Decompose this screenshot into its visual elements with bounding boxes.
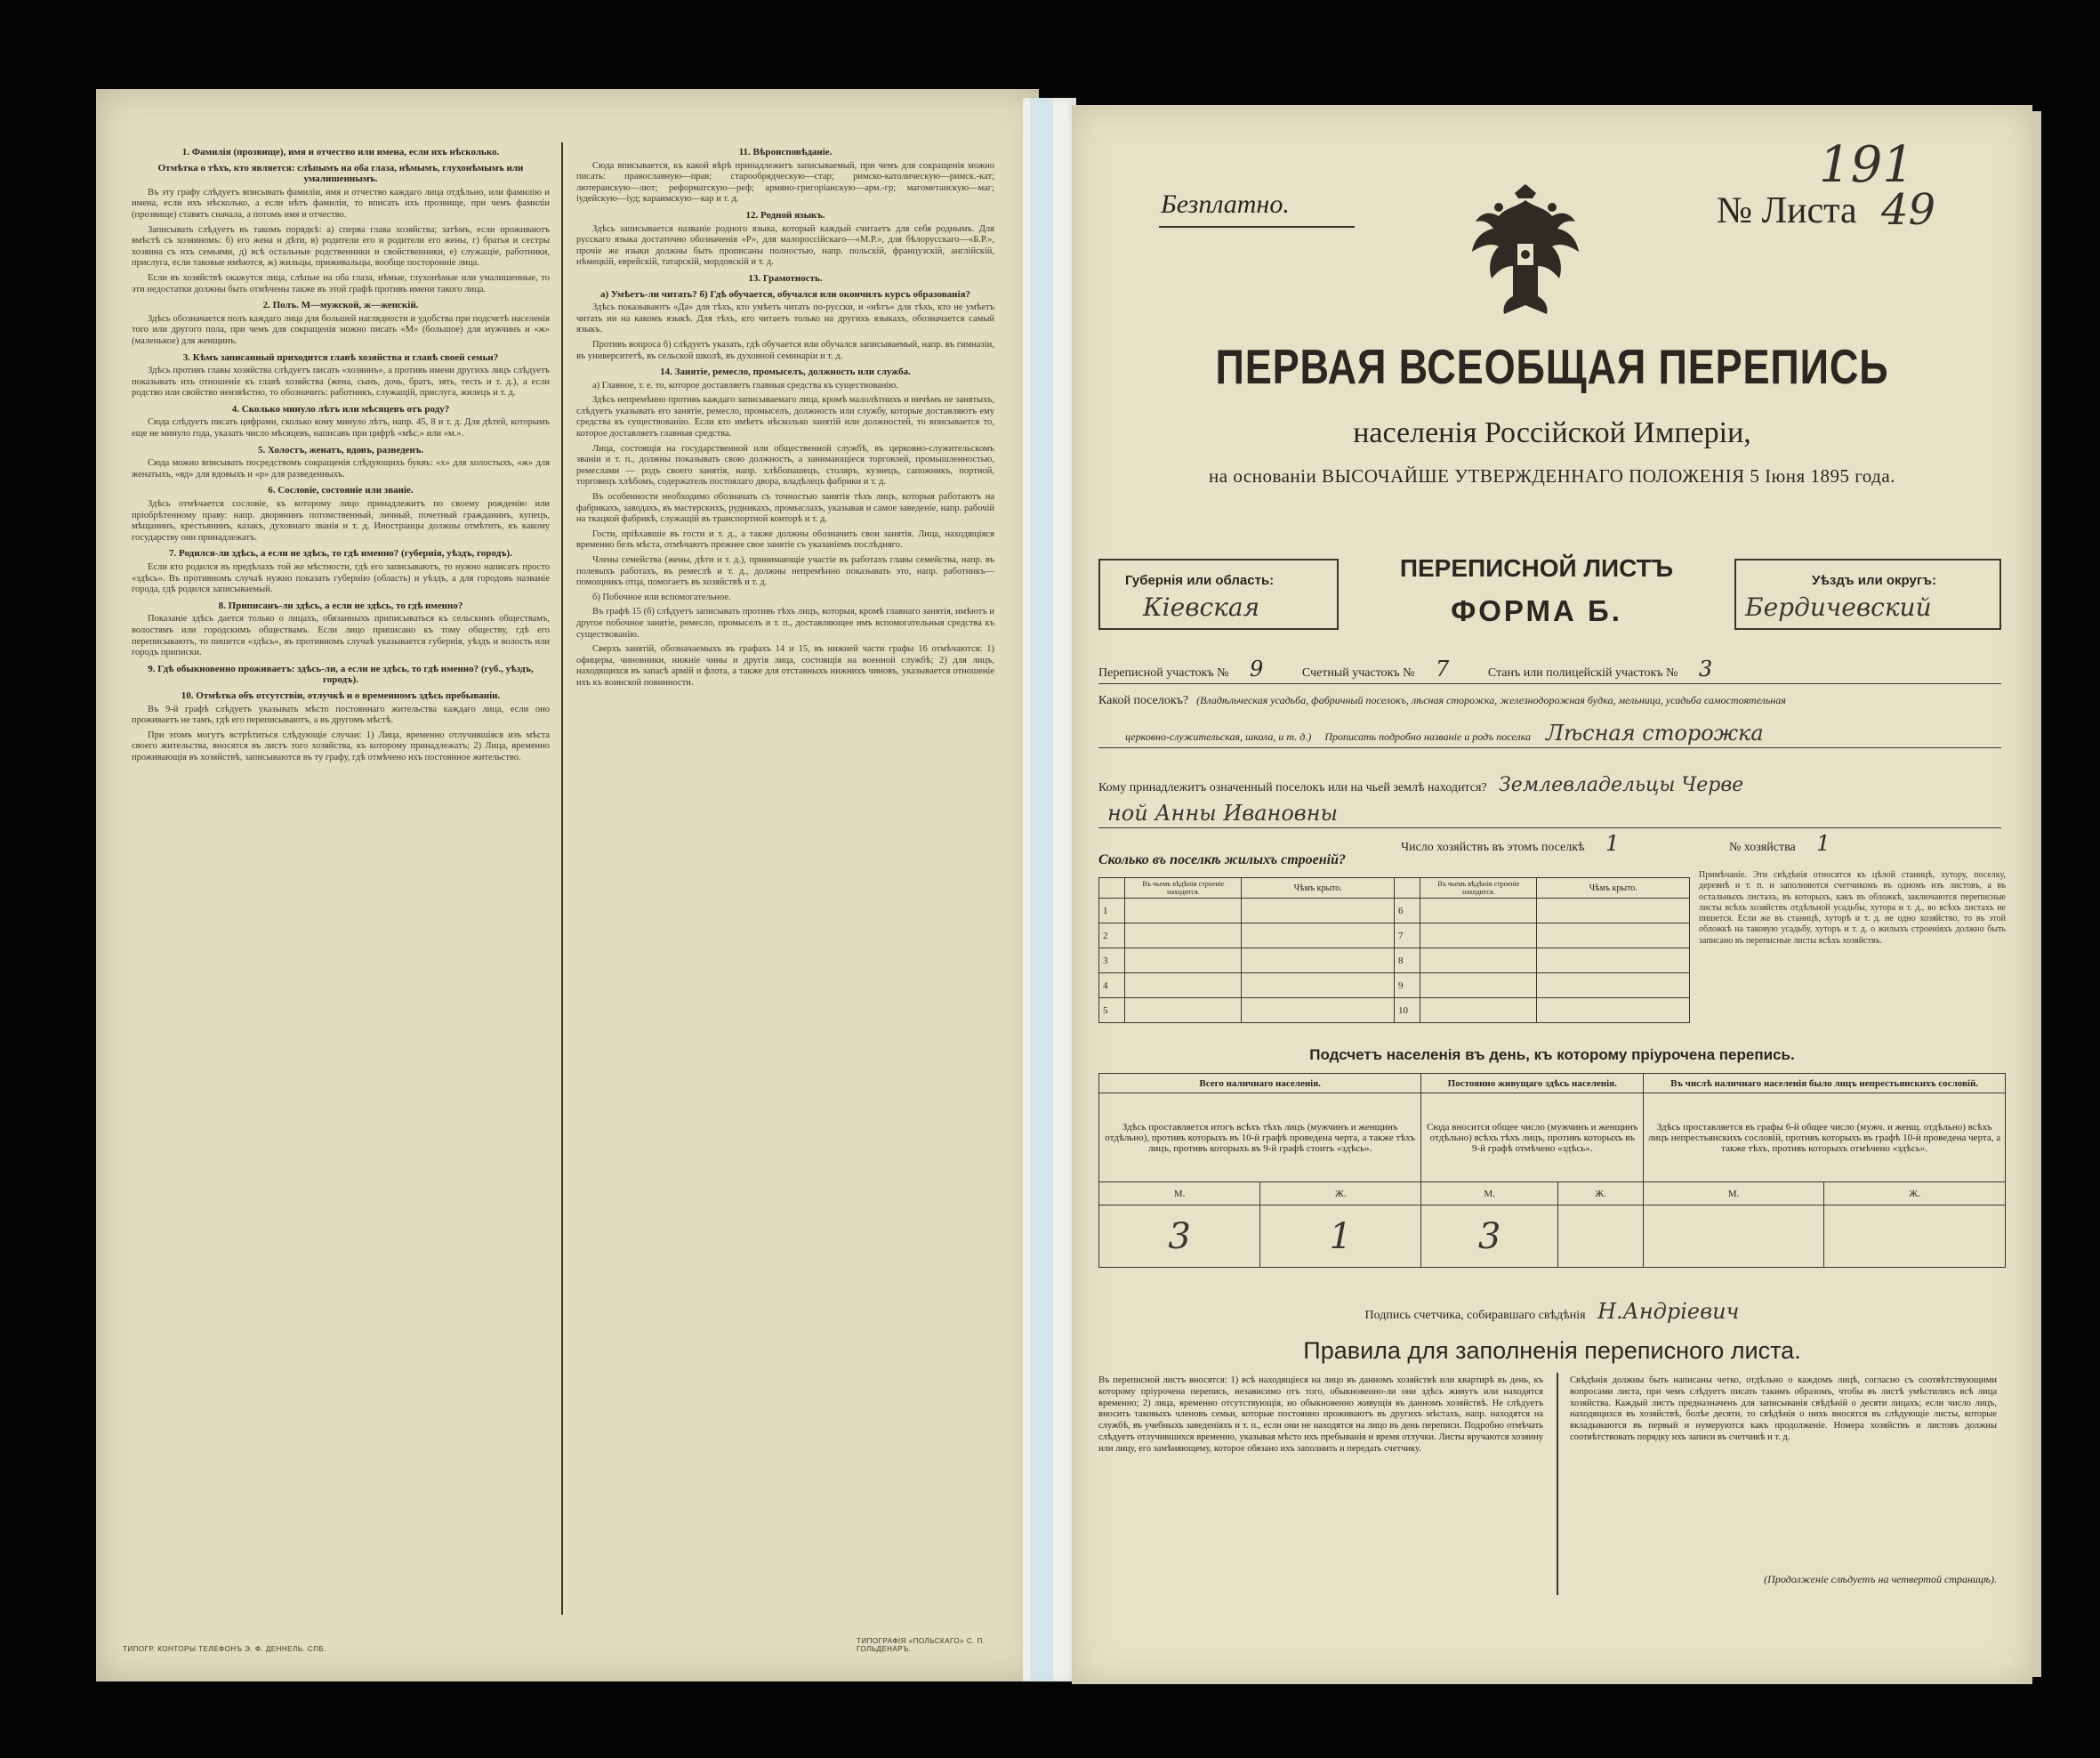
pop-m-header: М.	[1421, 1182, 1558, 1206]
printer-footer-left: ТИПОГР. КОНТОРЫ ТЕЛЕФОНЪ Э. Ф. ДЕННЕЛЬ. СПБ.	[123, 1645, 326, 1653]
household-no-value: 1	[1816, 831, 1830, 856]
instruction-paragraph: Лица, состоящія на государственной или общественной службѣ, въ церковно-служительскомъ званіи и т. п., должны показывать свою должность, а занимающіеся торговлей, промышленностью, ремеслами — родъ своего занятія, напр. хлѣбопашецъ, столяръ, кузнецъ, сапожникъ, портной, торговецъ хлѣбомъ, содержатель постоялаго двора, владѣлецъ фабрики и т. д.	[576, 443, 994, 488]
instruction-paragraph: Въ 9-й графѣ слѣдуетъ указывать мѣсто постояннаго жительства каждаго лица, если оно проживаетъ не тамъ, гдѣ его переписываютъ, а въ другомъ мѣстѣ.	[132, 704, 550, 726]
double-headed-eagle-emblem	[1463, 181, 1588, 323]
uezd-label: Уѣздъ или округъ:	[1812, 573, 1937, 588]
count-value: 7	[1436, 657, 1450, 681]
instruction-heading: 3. Кѣмъ записанный приходится главѣ хозяйства и главѣ своей семьи?	[182, 351, 499, 363]
dwell-row-num: 3	[1099, 948, 1125, 973]
stan-label: Станъ или полицейскій участокъ №	[1487, 666, 1678, 680]
instruction-paragraph: Показаніе здѣсь дается только о лицахъ, обязанныхъ приписываться къ сельскимъ обществамъ, волостямъ или городскимъ обществамъ. Если лицо приписано къ тому обществу, гдѣ его переписываютъ, то пишется «здѣсь», въ противномъ случаѣ указывается губернія, уѣздъ и волость или городъ приписки.	[132, 614, 550, 658]
households-line	[1401, 831, 1866, 856]
instruction-heading: 13. Грамотность.	[748, 272, 823, 284]
pop-permanent-female	[1557, 1206, 1643, 1268]
sheet-no-label: № Листа	[1717, 190, 1857, 231]
dwell-head-roof-left: Чѣмъ крыто.	[1242, 878, 1395, 899]
pop-nonpeasant-female	[1824, 1206, 2006, 1268]
rules-title: Правила для заполненія переписного листа.	[1303, 1337, 1801, 1364]
left-page-instructions	[96, 89, 1039, 1681]
instruction-paragraph: б) Побочное или вспомогательное.	[592, 592, 731, 602]
instruction-heading: а) Умѣетъ-ли читать? б) Гдѣ обучается, обучался или окончилъ курсъ образованія?	[599, 288, 971, 300]
dwell-row-num: 6	[1394, 899, 1420, 923]
enumerator-signature-value: Н.Андрiевич	[1597, 1299, 1740, 1324]
rules-text-left: Въ переписной листъ вносятся: 1) всѣ находящіеся на лицо въ данномъ хозяйствѣ или квартирѣ въ день, къ которому пріурочена перепись, независимо отъ того, обыкновенно-ли они здѣсь живутъ или находятся временно; 2) лица, временно отсутствующія, но обыкновенно живущія въ данномъ хозяйствѣ. Не слѣдуетъ вносить таковыхъ членовъ семьи, которые постоянно проживаютъ въ другихъ мѣстахъ, напр. находятся на службѣ, въ учебныхъ заведеніяхъ и т. п., если они не находятся на лицо въ день переписи. Подробно отмѣчать слѣдуетъ отлучившихся временно, указывая мѣсто ихъ пребыванія и время отлучки. Листы вручаются хозяину или лицу, его замѣняющему, которое обязано ихъ заполнить и передать счетчику.	[1098, 1375, 1543, 1454]
settlement-hint-2: церковно-служительская, школа, и т. д.)	[1125, 730, 1312, 743]
instruction-heading: 12. Родной языкъ.	[745, 209, 825, 221]
pop-head-present: Всего наличнаго населенія.	[1099, 1074, 1421, 1093]
instruction-paragraph: Записывать слѣдуетъ въ такомъ порядкѣ: а) сперва глава хозяйства; затѣмъ, если проживаютъ вмѣстѣ съ хозяиномъ: б) его жена и дѣти, в) родители его и родители его жены, г) братья и сестры хозяина съ ихъ семьями, д) всѣ остальные родственники и свойственники, е) служащіе, работники, прислуга, если таковые имѣются, ж) жильцы, приживальцы, вообще посторонніе лица.	[132, 224, 550, 269]
instruction-heading: 5. Холостъ, женатъ, вдовъ, разведенъ.	[257, 444, 424, 456]
instruction-heading: 7. Родился-ли здѣсь, а если не здѣсь, то гдѣ именно? (губернія, уѣздъ, городъ).	[169, 548, 512, 560]
district-line	[1098, 657, 1748, 681]
instruction-paragraph: Здѣсь непремѣнно противъ каждаго записываемаго лица, кромѣ малолѣтнихъ и ничѣмъ не занятыхъ, слѣдуетъ указывать его занятіе, ремесло, промыселъ, должность или службу, которые доставляютъ ему средства къ существованію. Если кто имѣетъ нѣсколько занятій или должностей, то вписывается то, которое доставляетъ главныя средства.	[576, 395, 994, 440]
instruction-paragraph: Сверхъ занятій, обозначаемыхъ въ графахъ 14 и 15, въ нижней части графы 16 отмѣчаются: 1) офицеры, чиновники, нижніе чины и другія лица, состоящія на военной службѣ; 2) для лицъ, находящихся въ запасѣ армій и флота, а также для отставныхъ нижнихъ чиновъ, указывается отношеніе ихъ къ воинской повинности.	[576, 644, 994, 688]
instruction-paragraph: Если въ хозяйствѣ окажутся лица, слѣпые на оба глаза, нѣмые, глухонѣмые или умалишенные, то эти недостатки должны быть отмѣчены также въ этой графѣ противъ имени такого лица.	[132, 272, 550, 294]
dwell-row-num: 4	[1099, 973, 1125, 998]
rules-continuation-note: (Продолженіе слѣдуетъ на четвертой страницѣ).	[1764, 1573, 1997, 1585]
pop-desc-present: Здѣсь проставляется итогъ всѣхъ тѣхъ лицъ (мужчинъ и женщинъ отдѣльно), противъ которыхъ въ 10-й графѣ проведена черта, а также тѣхъ лицъ, противъ которыхъ въ 9-й графѣ стоитъ «здѣсь».	[1099, 1093, 1421, 1182]
settlement-value: Лѣсная сторожка	[1545, 721, 1764, 746]
stan-value: 3	[1698, 657, 1713, 681]
instruction-paragraph: Сюда слѣдуетъ писать цифрами, сколько кому минуло лѣтъ, напр. 45, 8 и т. д. Для дѣтей, которымъ еще не минуло года, указать число мѣсяцевъ, написавъ при цифрѣ «мѣс.» или «м.».	[132, 417, 550, 440]
dwell-head-roof-right: Чѣмъ крыто.	[1537, 878, 1690, 899]
owner-value-1: Землевладельцы Черве	[1499, 774, 1744, 796]
instruction-paragraph: Здѣсь показываютъ «Да» для тѣхъ, кто умѣетъ читать по-русски, и «нѣтъ» для тѣхъ, кто не умѣетъ читать ни на какомъ языкѣ. Для тѣхъ, кто читаетъ только на другихъ языкахъ, обозначается самый языкъ.	[576, 302, 994, 335]
free-underline	[1159, 226, 1355, 228]
households-label: Число хозяйствъ въ этомъ поселкѣ	[1401, 841, 1585, 854]
uezd-value: Бердичевский	[1745, 593, 1932, 622]
pop-head-nonpeasant: Въ числѣ наличнаго населенія было лицъ непрестьянскихъ сословій.	[1644, 1074, 2006, 1093]
district-label: Переписной участокъ №	[1098, 666, 1229, 680]
instruction-heading: 11. Вѣроисповѣданіе.	[738, 147, 833, 157]
instruction-heading: 6. Сословіе, состояніе или званіе.	[268, 485, 414, 496]
pop-permanent-male: 3	[1421, 1206, 1558, 1268]
gubernia-label: Губернія или область:	[1125, 573, 1275, 588]
dwell-row-num: 8	[1394, 948, 1420, 973]
pop-desc-nonpeasant: Здѣсь проставляется въ графы 6-й общее число (мужч. и женщ. отдѣльно) всѣхъ лицъ непрестьянскихъ сословій, противъ которыхъ въ графѣ 10-й проведена черта, а также тѣхъ, противъ которыхъ отмѣчено «здѣсь».	[1644, 1093, 2006, 1182]
dwell-row-num: 7	[1394, 923, 1420, 948]
owner-underline	[1098, 827, 2001, 828]
binding-blue-strip	[1030, 98, 1053, 1681]
gubernia-value: Кіевская	[1143, 593, 1260, 622]
instruction-paragraph: Въ графѣ 15 (б) слѣдуетъ записывать противъ тѣхъ лицъ, которыя, кромѣ главнаго занятія, имѣютъ и другое побочное занятіе, ремесло, промыселъ и т. п., доставляющее имъ вспомогательныя средства къ существованію.	[576, 607, 994, 640]
handwritten-sheet-number: 191	[1819, 136, 1914, 194]
dwell-row-num: 5	[1099, 998, 1125, 1023]
owner-label: Кому принадлежитъ означенный поселокъ или на чьей землѣ находится?	[1098, 781, 1487, 794]
dwell-head-owner-right: Въ чьемъ вѣдѣніи строеніе находится.	[1420, 878, 1537, 899]
pop-m-header: М.	[1644, 1182, 1824, 1206]
pop-head-permanent: Постоянно живущаго здѣсь населенія.	[1421, 1074, 1644, 1093]
pop-present-female: 1	[1260, 1206, 1421, 1268]
settlement-line-2	[1125, 721, 1764, 746]
instruction-paragraph: Здѣсь обозначается полъ каждаго лица для большей наглядности и удобства при подсчетѣ населенія того или другого пола, при чемъ для сокращенія можно писать «М» (большое) для мужчинъ и «ж» (маленькое) для женщинъ.	[132, 313, 550, 346]
instruction-paragraph: При этомъ могутъ встрѣтиться слѣдующіе случаи: 1) Лица, временно отлучившіяся изъ мѣста своего жительства, вносятся въ листъ того хозяйства, къ которому принадлежатъ; 2) Лица, временно проживающія въ хозяйствѣ, записываются въ ту графу, гдѣ отмѣчено ихъ постоянное жительство.	[132, 730, 550, 762]
instruction-paragraph: Сюда вписывается, къ какой вѣрѣ принадлежитъ записываемый, при чемъ для сокращенія можно писать: православную—прав; старообрядческую—стар; римско-католическую—римск.-кат; лютеранскую—лют; реформатскую—реф; армяно-григоріанскую—арм.-гр; магометанскую—маг; іудейскую—іуд; караимскую—кар и т. д.	[576, 160, 994, 205]
owner-line-2	[1098, 801, 1338, 826]
settlement-hint-3: Прописать подробно названіе и родъ поселка	[1324, 730, 1531, 743]
district-value: 9	[1250, 657, 1264, 681]
pop-zh-header: Ж.	[1824, 1182, 2006, 1206]
dwellings-table	[1098, 877, 1690, 1023]
instruction-paragraph: Если кто родился въ предѣлахъ той же мѣстности, гдѣ его записываютъ, то нужно написать просто «здѣсь». Въ противномъ случаѣ нужно показать губернію (область) и уѣздъ, а для городовъ названіе города, гдѣ родился записываемый.	[132, 562, 550, 595]
settlement-label: Какой поселокъ?	[1098, 694, 1189, 707]
dwell-row-num: 9	[1394, 973, 1420, 998]
pop-zh-header: Ж.	[1260, 1182, 1421, 1206]
instruction-paragraph: Противъ вопроса б) слѣдуетъ указать, гдѣ обучается или обучался записываемый, напр. въ гимназіи, въ университетѣ, въ сельской школѣ, въ духовной семинаріи и т. д.	[576, 339, 994, 361]
instruction-heading: 1. Фамилія (прозвище), имя и отчество или имена, если ихъ нѣсколько.	[181, 147, 500, 157]
instruction-heading: 2. Полъ. М—мужской, ж—женскій.	[262, 300, 419, 311]
subtitle: населенія Россійской Имперіи,	[1353, 416, 1751, 449]
dwell-row-num: 2	[1099, 923, 1125, 948]
pop-nonpeasant-male	[1644, 1206, 1824, 1268]
households-value: 1	[1605, 831, 1620, 856]
instruction-heading: 4. Сколько минуло лѣтъ или мѣсяцевъ отъ роду?	[231, 403, 450, 415]
instruction-heading: 8. Приписанъ-ли здѣсь, а если не здѣсь, то гдѣ именно?	[218, 600, 463, 611]
gubernia-box	[1098, 559, 1339, 630]
settlement-underline	[1098, 747, 2001, 748]
uezd-box	[1734, 559, 2001, 630]
enumerator-signature-label: Подпись счетчика, собиравшаго свѣдѣнія	[1364, 1309, 1586, 1322]
pop-desc-permanent: Сюда вносится общее число (мужчинъ и женщинъ отдѣльно) всѣхъ тѣхъ лицъ, противъ которыхъ въ 9-й графѣ отмѣчено «здѣсь».	[1421, 1093, 1644, 1182]
pop-present-male: 3	[1099, 1206, 1260, 1268]
instruction-paragraph: а) Главное, т. е. то, которое доставляетъ главныя средства къ существованію.	[592, 380, 898, 391]
free-label: Безплатно.	[1161, 190, 1290, 219]
main-title: ПЕРВАЯ ВСЕОБЩАЯ ПЕРЕПИСЬ	[1215, 339, 1889, 394]
instruction-paragraph: Гости, пріѣхавшіе въ гости и т. д., а также должны обозначить свои занятія. Лица, находящіяся временно безъ мѣста, отмѣчаютъ прежнее свое занятіе съ указаніемъ послѣдняго.	[576, 528, 994, 551]
population-count-table	[1098, 1073, 2006, 1268]
owner-line	[1098, 774, 1743, 796]
owner-value-2: ной Анны Ивановны	[1107, 801, 1339, 826]
handwritten-sheet-no-value: 49	[1881, 185, 1936, 235]
left-instructions-column-b	[576, 142, 994, 1619]
instruction-paragraph: Члены семейства (жены, дѣти и т. д.), принимающіе участіе въ работахъ главы семейства, напр. въ полевыхъ работахъ, въ ремеслѣ и т. д., должны непремѣнно показывать это, напр. работникъ—помощникъ отца, помогаетъ въ хозяйствѣ и т. д.	[576, 555, 994, 588]
pop-m-header: М.	[1099, 1182, 1260, 1206]
printer-footer-right: ТИПОГРАФІЯ «ПОЛЬСКАГО» С. П. ГОЛЬДЕНАРЪ.	[857, 1637, 986, 1653]
district-underline	[1098, 683, 2001, 684]
instruction-paragraph: Здѣсь отмѣчается сословіе, къ которому лицо принадлежитъ по своему рожденію или пріобрѣтенному праву: напр. дворянинъ потомственный, личный, почетный гражданинъ, купецъ, мѣщанинъ, крестьянинъ, казакъ, духовнаго званія и т. д. Иностранцы должны отмѣтить, къ какому государству они принадлежатъ.	[132, 499, 550, 543]
settlement-line	[1098, 694, 1786, 708]
instruction-heading: 9. Гдѣ обыкновенно проживаетъ: здѣсь-ли, а если не здѣсь, то гдѣ именно? (губ., уѣздъ, городъ).	[148, 663, 534, 686]
rules-divider	[1557, 1373, 1558, 1595]
instruction-paragraph: Здѣсь записывается названіе родного языка, который каждый считаетъ для себя роднымъ. Для русскаго языка достаточно обозначенія «Р», для малороссійскаго—«М.Р.», для бѣлорусскаго—«Б.Р.», прочіе же языки должны быть прописаны полностью, напр. польскій, французскій, англійскій, нѣмецкій, еврейскій, татарскій, мордовскій и т. д.	[576, 223, 994, 268]
household-no-label: № хозяйства	[1728, 841, 1796, 854]
instruction-paragraph: Здѣсь противъ главы хозяйства слѣдуетъ писать «хозяинъ», а противъ имени другихъ лицъ слѣдуетъ показывать ихъ отношеніе къ главѣ хозяйства (жена, сынъ, дочь, братъ, зять, тесть и т. д.), а если родство или свойство неизвѣстно, то обозначить: работникъ, служащій, прислуга, жилецъ и т. д.	[132, 366, 550, 399]
dwell-head-owner-left: Въ чьемъ вѣдѣніи строеніе находится.	[1125, 878, 1242, 899]
instruction-heading: Отмѣтка о тѣхъ, кто является: слѣпымъ на оба глаза, нѣмымъ, глухонѣмымъ или умалишеннымъ.	[157, 162, 524, 185]
enumerator-signature-line	[1072, 1299, 2032, 1324]
dwell-row-num: 1	[1099, 899, 1125, 923]
instruction-heading: 10. Отмѣтка объ отсутствіи, отлучкѣ и о временномъ здѣсь пребываніи.	[181, 689, 501, 701]
instruction-paragraph: Въ особенности необходимо обозначать съ точностью занятія тѣхъ лицъ, которыя работаютъ на фабрикахъ, заводахъ, въ мастерскихъ, рудникахъ, промыслахъ, указывая и самое заведеніе, напр. рабочій на ткацкой фабрикѣ, служащій въ транспортной конторѣ и т. д.	[576, 492, 994, 525]
dwellings-note: Примѣчаніе. Эти свѣдѣнія относятся къ цѣлой станицѣ, хутору, поселку, деревнѣ и т. п. и заполняются счетчикомъ въ одномъ изъ листовъ, а въ остальныхъ листахъ, въ которыхъ, какъ въ обложкѣ, заключаются переписные листы всѣхъ хозяйствъ отдѣльной усадьбы, хутора и т. д., во всѣхъ листахъ не пишется. Если же въ станицѣ, хуторѣ и т. д. не одно хозяйство, то въ этой обложкѣ на таковую усадьбу, хуторъ и т. д. о жилыхъ строеніяхъ должно быть записано въ переписные листы всѣхъ хозяйствъ.	[1699, 870, 2006, 946]
census-sheet-label: ПЕРЕПИСНОЙ ЛИСТЪ	[1399, 554, 1674, 582]
settlement-hint-1: (Владѣльческая усадьба, фабричный поселокъ, лѣсная сторожка, железнодорожная будка, мельница, усадьба самостоятельная	[1196, 694, 1786, 706]
regulation-subtitle: на основаніи ВЫСОЧАЙШЕ УТВЕРЖДЕННАГО ПОЛОЖЕНІЯ 5 Іюня 1895 года.	[1209, 465, 1895, 487]
count-label: Счетный участокъ №	[1301, 666, 1415, 680]
instruction-paragraph: Сюда можно вписывать посредствомъ сокращенія слѣдующихъ буквъ: «х» для холостыхъ, «ж» для женатыхъ, «вд» для вдовыхъ и «р» для разведенныхъ.	[132, 458, 550, 480]
pop-zh-header: Ж.	[1557, 1182, 1643, 1206]
right-page-census-form	[1072, 105, 2032, 1684]
dwell-row-num: 10	[1394, 998, 1420, 1023]
rules-text-right: Свѣдѣнія должны быть написаны четко, отдѣльно о каждомъ лицѣ, согласно съ соотвѣтствующими вопросами листа, при чемъ слѣдуетъ писать такимъ образомъ, чтобы въ листѣ умѣстились всѣ лица хозяйства. Каждый листъ предназначенъ для записыванія свѣдѣній о десяти лицахъ; если число лицъ, находящихся въ хозяйствѣ, болѣе десяти, то свѣдѣнія о нихъ вносятся въ слѣдующіе листы, которые вкладываются въ первый и нумеруются какъ продолженіе. Номера хозяйствъ и листовъ должны соотвѣтствовать порядку ихъ записи въ счетчикѣ и т. д.	[1570, 1375, 1997, 1442]
population-count-title: Подсчетъ населенія въ день, къ которому пріурочена перепись.	[1309, 1046, 1795, 1063]
form-label: ФОРМА Б.	[1451, 594, 1622, 627]
instruction-paragraph: Въ эту графу слѣдуетъ вписывать фамиліи, имя и отчество каждаго лица отдѣльно, или фамилію и имена, если ихъ нѣсколько, а если нѣтъ фамиліи, то вписать ихъ прозвище, при чемъ фамиліи (прозвище) ставятъ сначала, а потомъ имя и отчество.	[132, 187, 550, 220]
column-divider	[561, 142, 563, 1615]
dwellings-title: Сколько въ поселкѣ жилыхъ строеній?	[1098, 852, 1346, 867]
instruction-heading: 14. Занятіе, ремесло, промыселъ, должность или служба.	[660, 367, 911, 378]
left-instructions-column-a	[132, 142, 550, 1619]
